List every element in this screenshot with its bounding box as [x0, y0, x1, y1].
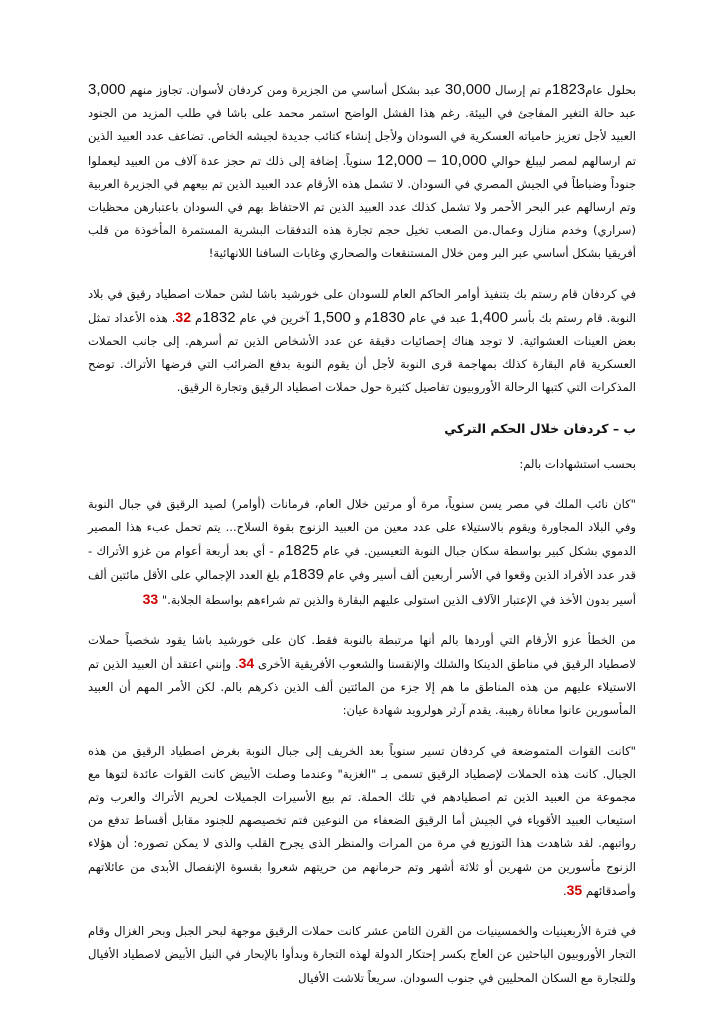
year-number: 1825	[285, 542, 319, 560]
year-number: 1839	[290, 566, 324, 584]
year-number: 1830	[371, 308, 405, 326]
year-number: 1823	[551, 81, 586, 98]
paragraph-5	[88, 629, 636, 723]
text-segment: م - أي بعد أربعة أعوام من غزو الأتراك - قدر عدد الأفراد الذين وقعوا في الأسر أربعين ألف أسير وفي عام	[88, 544, 637, 583]
footnote-reference: 32	[175, 308, 191, 325]
text-segment: م تم إرسال	[490, 83, 552, 97]
year-number: 1832	[202, 308, 236, 326]
paragraph-1	[88, 78, 636, 266]
text-segment: .	[562, 883, 567, 898]
paragraph-3: بحسب استشهادات بالم:	[519, 456, 636, 471]
document-page	[88, 78, 636, 990]
footnote-reference: 34	[238, 655, 255, 672]
quote-holroyd	[88, 740, 636, 903]
count-number: 30,000	[444, 81, 491, 98]
text-segment: عبد في عام	[405, 310, 471, 325]
text-segment: . هذه الأعداد تمثل بعض العينات العشوائية. لا توجد هناك إحصائيات دقيقة عن عدد الأشخاص الذين تم أسرهم. إلى جانب الحملات العسكرية قام البقارة كذلك بمهاجمة قرى النوبة لأجل أن يقوم النوبة بدفع الضرائب التي فرضها الأتراك. توضح المذكرات التي كتبها الرحالة الأوروبيون تفاصيل كثيرة حول حملات اصطياد الرقيق وتجارة الرقيق.	[88, 310, 636, 395]
text-segment: "كانت القوات المتموضعة في كردفان تسير سنوياً بعد الخريف إلى جبال النوبة بغرض اصطياد الرقيق من هذه الجبال. كانت هذه الحملات لإصطياد الرقيق تسمى بـ "الغزية" وعندما وصلت الأبيض كانت القوات عائدة لتوها مع مجموعة من العبيد الذين تم اصطيادهم في تلك الحملة. تم بيع الأسيرات الجميلات لحريم الأتراك والعرب وتم استيعاب العبيد الأقوياء في الجيش أما الرقيق الضعفاء من النوعين فتم تخصيصهم للجنود مقابل أقساط تدفع من رواتبهم. لقد شاهدت هذا التوزيع في مرة من المرات والمنظر الذى يجرح القلب والذى لا يمكن تصوره: أن هؤلاء الزنوج مأسورين من شهرين أو ثلاثة أشهر وتم حرمانهم من حريتهم شعروا بقسوة الإنفصال الأبدى من عائلاتهم وأصدقائهم	[88, 743, 636, 898]
paragraph-2	[88, 283, 636, 400]
text-segment: "كان نائب الملك في مصر يسن سنوياً، مرة أو مرتين خلال العام، فرمانات (أوامر) لصيد الرقيق في جبال النوبة وفي البلاد المجاورة ويقوم بالاستيلاء على عدد معين من العبيد الزنوج بقوة السلاح... يتم تحمل عبء هذا المصير الدموي بشكل كبير بواسطة سكان جبال النوبة التعيسين. في عام	[88, 496, 636, 559]
count-number: 3,000	[88, 81, 126, 98]
text-segment: عبد حالة التغير المفاجئ في البيئة. رغم هذا الفشل الواضح استمر محمد على باشا في طلب المزيد من الجنود العبيد لأجل تعزيز حامياته العسكرية في السودان ولأجل إنشاء كتائب جديدة لجيشه الخاص. تضاعف عدد العبيد الذين تم ارسالهم لمصر ليبلغ حوالي	[88, 106, 636, 168]
text-segment: بحلول عام	[585, 83, 636, 97]
text-segment: عبد بشكل أساسي من الجزيرة ومن كردفان لأسوان. تجاوز منهم	[125, 83, 445, 97]
count-number: 1,500	[313, 308, 351, 326]
count-number: 1,400	[470, 308, 508, 326]
range-number: 10,000 – 12,000	[376, 151, 487, 169]
text-segment: في كردفان قام رستم بك بتنفيذ أوامر الحاكم العام للسودان على خورشيد باشا لشن حملات اصطياد رقيق في بلاد النوبة. قام رستم بك بأسر	[88, 286, 636, 325]
text-segment: م	[191, 310, 203, 325]
section-heading: ب – كردفان خلال الحكم التركي	[444, 420, 636, 436]
text-segment: من الخطأ عزو الأرقام التي أوردها بالم أنها مرتبطة بالنوبة فقط. كان على خورشيد باشا يقود شخصياً حملات لاصطياد الرقيق في مناطق الدينكا والشلك والإنقسنا والشعوب الأفريقية الأخرى	[88, 632, 636, 672]
text-segment: م بلغ العدد الإجمالي على الأقل مائتين ألف أسير بدون الأخذ في الإعتبار الآلاف الذين استولى عليهم البقارة والذين تم شراءهم بواسطة الجلابة."	[88, 568, 636, 607]
paragraph-7: في فترة الأربعينيات والخمسينيات من القرن الثامن عشر كانت حملات الرقيق موجهة لبحر الجبل وبحر الغزال وقام التجار الأوروبيون الباحثين عن العاج بكسر إحتكار الدولة لهذه التجارة وبدأوا بالإبحار في النيل الأبيض لاصطياد الأفيال وللتجارة مع السكان المحليين في جنوب السودان. سريعاً تلاشت الأفيال	[88, 924, 636, 985]
text-segment: آخرين في عام	[235, 310, 314, 325]
footnote-reference: 35	[566, 881, 583, 898]
text-segment: . وإنني اعتقد أن العبيد الذين تم الاستيلاء عليهم من هذه المناطق ما هم إلا جزء من المائتين ألف الذين ذكرهم بالم. لكن الأمر المهم أن العبيد المأسورين عانوا معاناة رهيبة. يقدم آرثر هولرويد شهادة عيان:	[88, 657, 636, 718]
footnote-reference: 33	[142, 590, 159, 607]
quote-palm	[88, 493, 636, 612]
text-segment: م و	[350, 310, 372, 325]
text-segment: سنوياً. إضافة إلى ذلك تم حجز عدة آلاف من العبيد ليعملوا جنوداً وضباطاً في الجيش المصري في السودان. لا تشمل هذه الأرقام عدد العبيد الذين تم بيعهم في الجزيرة العربية وتم ارسالهم عبر البحر الأحمر ولا تشمل كذلك عدد العبيد الذين تم الاحتفاظ بهم في السودان باعتبارهن محظيات (سراري) وخدم منازل وعمال.من الصعب تخيل حجم تجارة هذه التدفقات البشرية المستمرة المأخوذة من قلب أفريقيا بشكل أساسي عبر البر ومن خلال المستنقعات والصحاري وغابات السافنا اللانهائية!	[88, 153, 636, 261]
